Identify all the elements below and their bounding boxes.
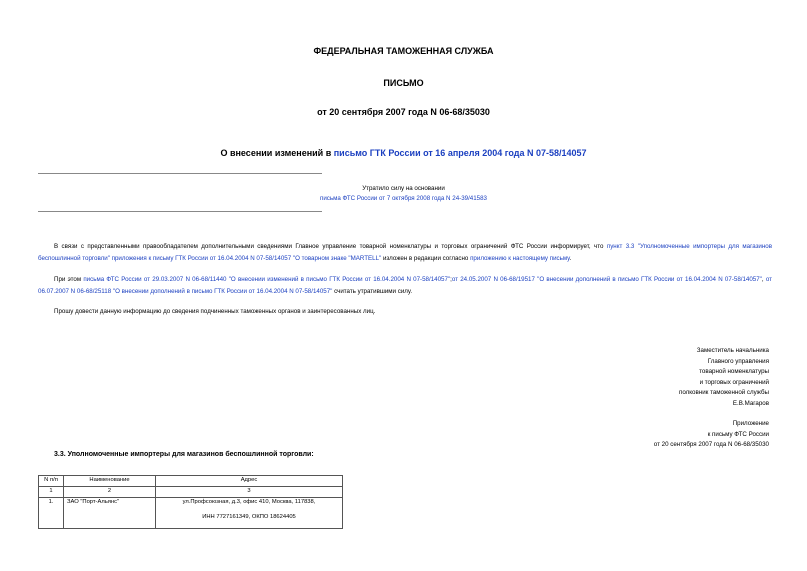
p2-text-d: считать утратившими силу. — [332, 288, 413, 295]
p1-text-c: . — [569, 255, 572, 262]
section-title: 3.3. Уполномоченные импортеры для магазинов беспошлинной торговли: — [54, 451, 314, 458]
p2-text-b: ; — [450, 276, 452, 283]
p2-text-a: При этом — [54, 276, 84, 283]
signature-line: и торговых ограничений — [699, 378, 769, 386]
row-ids: ИНН 7727161349, ОКПО 18624405 — [202, 514, 296, 520]
doc-title — [0, 148, 807, 158]
header-cell: Наименование — [64, 476, 156, 487]
divider-top — [38, 173, 322, 174]
title-link[interactable]: письмо ГТК России от 16 апреля 2004 года N 07-58/14057 — [333, 148, 587, 158]
p1-text-a: В связи с представленными правообладателем дополнительными сведениями Главное управление товарной номенклатуры и торговых ограничений ФТС России информирует, что — [54, 243, 607, 250]
status-note: Утратило силу на основании — [362, 185, 445, 192]
appendix-block — [654, 419, 769, 451]
row-number: 1. — [39, 498, 64, 529]
row-name: ЗАО "Порт-Альянс" — [64, 498, 156, 529]
appendix-line: от 20 сентября 2007 года N 06-68/35030 — [653, 441, 769, 449]
signature-block — [679, 346, 769, 410]
paragraph-2 — [38, 274, 772, 298]
signature-line: полковник таможенной службы — [679, 389, 769, 397]
paragraph-3: Прошу довести данную информацию до сведения подчиненных таможенных органов и заинтересованных лиц. — [54, 308, 376, 315]
p1-link-appendix[interactable]: приложению к настоящему письму — [470, 255, 570, 262]
p2-text-c: , — [761, 276, 766, 283]
p2-link-2[interactable]: от 24.05.2007 N 06-68/19517 "О внесении дополнений в письмо ГТК России от 16.04.2004 N 07-58/14057" — [451, 276, 762, 283]
doc-date-number: от 20 сентября 2007 года N 06-68/35030 — [317, 107, 490, 117]
colnum-cell: 1 — [39, 487, 64, 498]
p1-link-clause[interactable]: пункт 3.3 "Уполномоченные импортеры для магазинов беспошлинной торговли" приложения к письму ГТК России от 16.04.2004 N 07-58/14057 "О товарном знаке "MARTELL" — [38, 243, 773, 262]
table-colnum-row — [39, 487, 343, 498]
signature-line: Главного управления — [707, 357, 769, 365]
p1-text-b: изложен в редакции согласно — [381, 255, 471, 262]
paragraph-1 — [38, 241, 772, 265]
header-cell: N п/п — [39, 476, 64, 487]
title-prefix: О внесении изменений в — [220, 148, 334, 158]
importers-table — [38, 475, 343, 529]
header-cell: Адрес — [156, 476, 343, 487]
appendix-line: к письму ФТС России — [707, 430, 769, 438]
p2-link-1[interactable]: письма ФТС России от 29.03.2007 N 06-68/11440 "О внесении изменений в письмо ГТК России от 16.04.2004 N 07-58/14057" — [83, 276, 451, 283]
signature-line: товарной номенклатуры — [699, 368, 769, 376]
signature-line: Заместитель начальника — [696, 347, 769, 354]
appendix-line: Приложение — [732, 420, 769, 427]
row-address: ул.Профсоюзная, д.3, офис 410, Москва, 117838, — [182, 499, 316, 505]
status-link[interactable]: письма ФТС России от 7 октября 2008 года N 24-39/41583 — [320, 195, 487, 202]
table-header-row — [39, 476, 343, 487]
signature-name: Е.В.Магаров — [732, 399, 769, 407]
table-row — [39, 498, 343, 529]
p2-link-3[interactable]: от 06.07.2007 N 06-68/25118 "О внесении дополнений в письмо ГТК России от 16.04.2004 N 07-58/14057" — [38, 276, 772, 295]
divider-bottom — [38, 211, 322, 212]
colnum-cell: 2 — [64, 487, 156, 498]
doc-type: ПИСЬМО — [383, 78, 424, 88]
colnum-cell: 3 — [156, 487, 343, 498]
row-address-cell — [156, 498, 343, 529]
agency-title: ФЕДЕРАЛЬНАЯ ТАМОЖЕННАЯ СЛУЖБА — [313, 46, 494, 56]
